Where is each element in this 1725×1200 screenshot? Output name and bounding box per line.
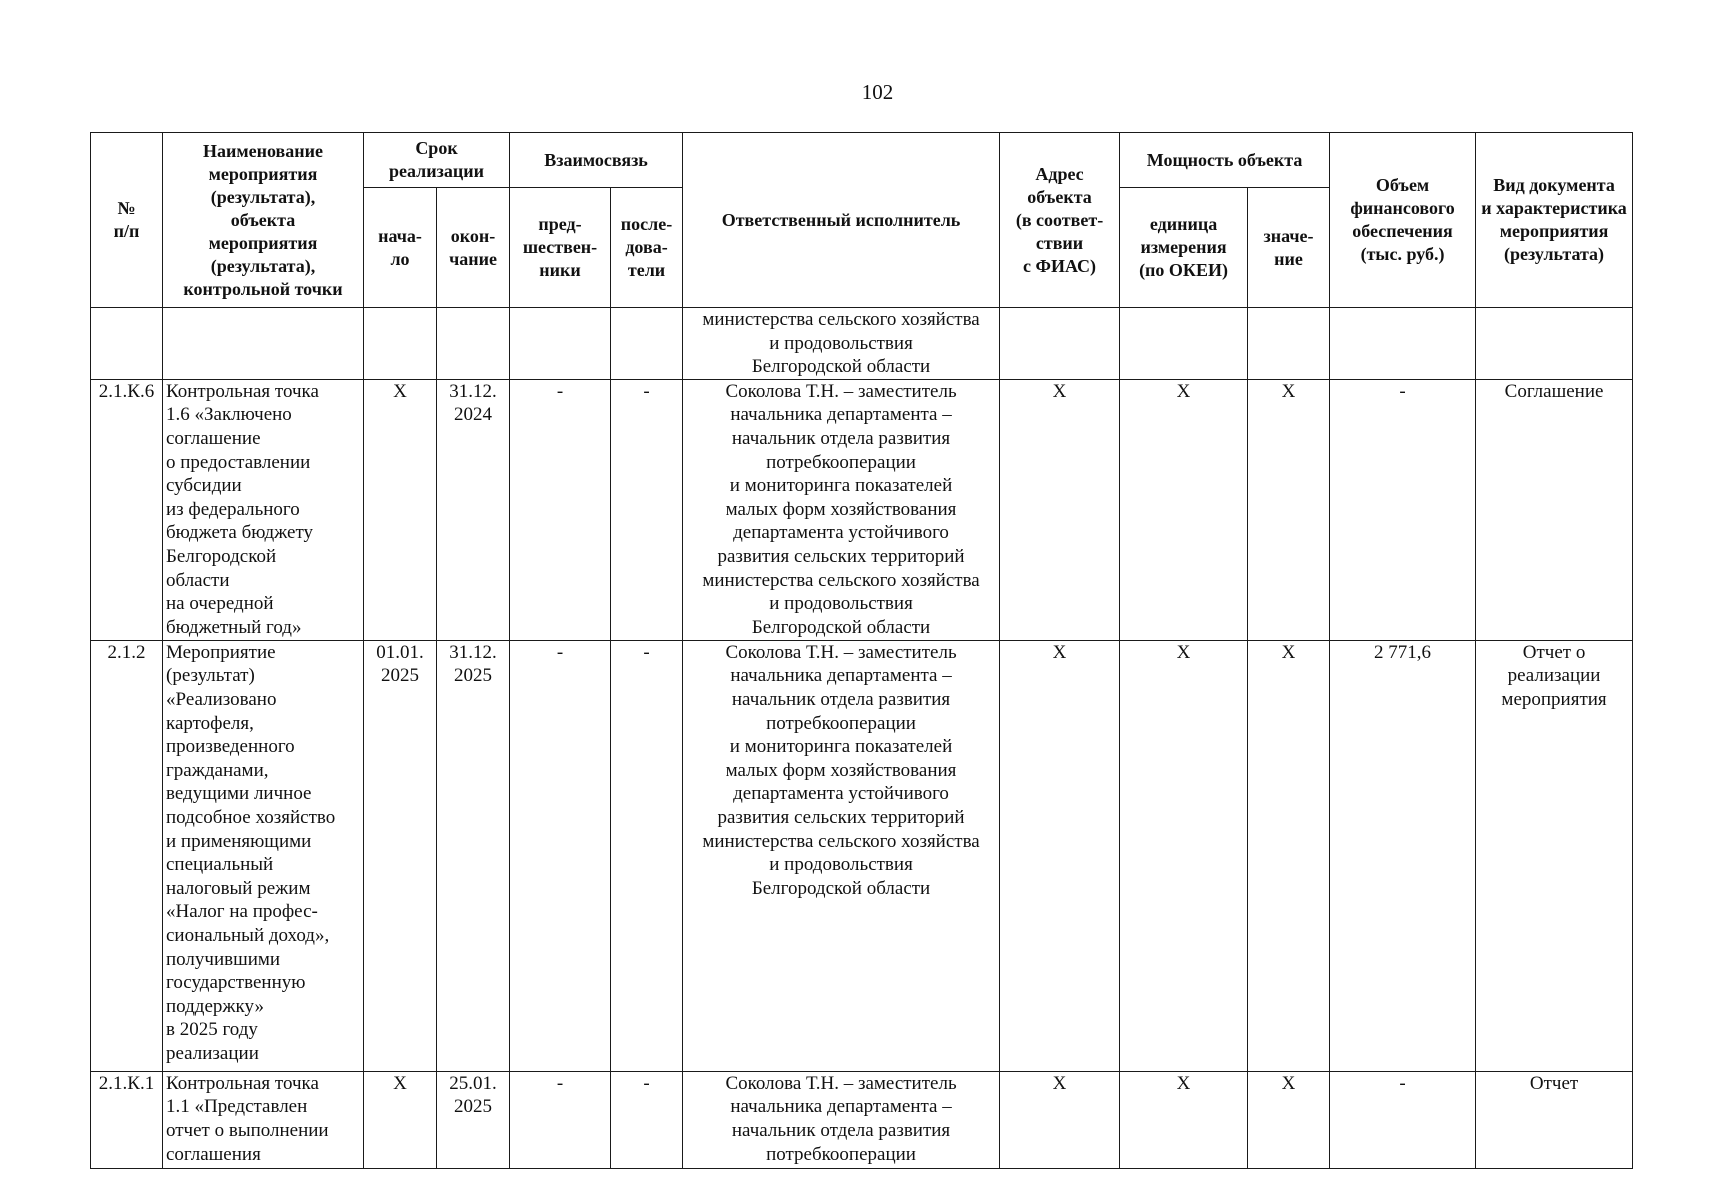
- cell-prev: -: [510, 1071, 611, 1168]
- cell-executor: Соколова Т.Н. – заместитель начальника департамента – начальник отдела развития потребкооперации и мониторинга показателей малых форм хозяйствования департамента устойчивого развития сельских территорий министерства сельского хозяйства и продовольствия Белгородской области: [683, 640, 1000, 1071]
- cell-executor: Соколова Т.Н. – заместитель начальника департамента – начальник отдела развития потребкооперации: [683, 1071, 1000, 1168]
- header-term-end: окон- чание: [437, 188, 510, 308]
- cell-next: [611, 308, 683, 380]
- cell-doc: Соглашение: [1476, 379, 1633, 640]
- table-row: [91, 640, 1633, 1071]
- cell-end: [437, 308, 510, 380]
- table-row: [91, 308, 1633, 380]
- cell-end: 31.12. 2025: [437, 640, 510, 1071]
- cell-value: X: [1248, 1071, 1330, 1168]
- cell-next: -: [611, 379, 683, 640]
- cell-name: Контрольная точка 1.6 «Заключено соглашение о предоставлении субсидии из федерального бюджета бюджету Белгородской области на очередной бюджетный год»: [163, 379, 364, 640]
- header-capacity: Мощность объекта: [1120, 133, 1330, 188]
- cell-executor: Соколова Т.Н. – заместитель начальника департамента – начальник отдела развития потребкооперации и мониторинга показателей малых форм хозяйствования департамента устойчивого развития сельских территорий министерства сельского хозяйства и продовольствия Белгородской области: [683, 379, 1000, 640]
- table-row: [91, 1071, 1633, 1168]
- cell-end: 25.01. 2025: [437, 1071, 510, 1168]
- cell-name: Мероприятие (результат) «Реализовано картофеля, произведенного гражданами, ведущими личное подсобное хозяйство и применяющими специальный налоговый режим «Налог на профес- сиональный доход», получившими государственную поддержку» в 2025 году реализации: [163, 640, 364, 1071]
- header-address: Адрес объекта (в соответ- ствии с ФИАС): [1000, 133, 1120, 308]
- cell-finance: -: [1330, 379, 1476, 640]
- cell-start: [364, 308, 437, 380]
- measures-table: [90, 132, 1633, 1169]
- header-finance: Объем финансового обеспечения (тыс. руб.): [1330, 133, 1476, 308]
- cell-name: [163, 308, 364, 380]
- cell-doc: Отчет о реализации мероприятия: [1476, 640, 1633, 1071]
- cell-address: X: [1000, 1071, 1120, 1168]
- cell-next: -: [611, 1071, 683, 1168]
- header-num: № п/п: [91, 133, 163, 308]
- cell-start: X: [364, 379, 437, 640]
- cell-num: 2.1.К.1: [91, 1071, 163, 1168]
- cell-next: -: [611, 640, 683, 1071]
- cell-prev: -: [510, 379, 611, 640]
- table-row: [91, 379, 1633, 640]
- header-term: Срок реализации: [364, 133, 510, 188]
- header-capacity-value: значе- ние: [1248, 188, 1330, 308]
- cell-num: [91, 308, 163, 380]
- header-capacity-unit: единица измерения (по ОКЕИ): [1120, 188, 1248, 308]
- cell-name: Контрольная точка 1.1 «Представлен отчет о выполнении соглашения: [163, 1071, 364, 1168]
- header-term-start: нача- ло: [364, 188, 437, 308]
- cell-value: [1248, 308, 1330, 380]
- cell-end: 31.12. 2024: [437, 379, 510, 640]
- cell-start: X: [364, 1071, 437, 1168]
- header-executor: Ответственный исполнитель: [683, 133, 1000, 308]
- cell-prev: -: [510, 640, 611, 1071]
- cell-unit: X: [1120, 1071, 1248, 1168]
- cell-num: 2.1.К.6: [91, 379, 163, 640]
- cell-finance: -: [1330, 1071, 1476, 1168]
- cell-doc: [1476, 308, 1633, 380]
- cell-value: X: [1248, 640, 1330, 1071]
- header-doc: Вид документа и характеристика мероприятия (результата): [1476, 133, 1633, 308]
- header-relation-next: после- дова- тели: [611, 188, 683, 308]
- cell-num: 2.1.2: [91, 640, 163, 1071]
- cell-start: 01.01. 2025: [364, 640, 437, 1071]
- cell-address: X: [1000, 379, 1120, 640]
- cell-finance: 2 771,6: [1330, 640, 1476, 1071]
- header-name: Наименование мероприятия (результата), объекта мероприятия (результата), контрольной точки: [163, 133, 364, 308]
- table-header: [91, 133, 1633, 308]
- header-relation-prev: пред- шествен- ники: [510, 188, 611, 308]
- cell-unit: X: [1120, 640, 1248, 1071]
- cell-value: X: [1248, 379, 1330, 640]
- header-relation: Взаимосвязь: [510, 133, 683, 188]
- cell-finance: [1330, 308, 1476, 380]
- cell-executor: министерства сельского хозяйства и продовольствия Белгородской области: [683, 308, 1000, 380]
- cell-unit: X: [1120, 379, 1248, 640]
- cell-doc: Отчет: [1476, 1071, 1633, 1168]
- cell-prev: [510, 308, 611, 380]
- cell-unit: [1120, 308, 1248, 380]
- cell-address: X: [1000, 640, 1120, 1071]
- cell-address: [1000, 308, 1120, 380]
- page-number: 102: [861, 80, 894, 104]
